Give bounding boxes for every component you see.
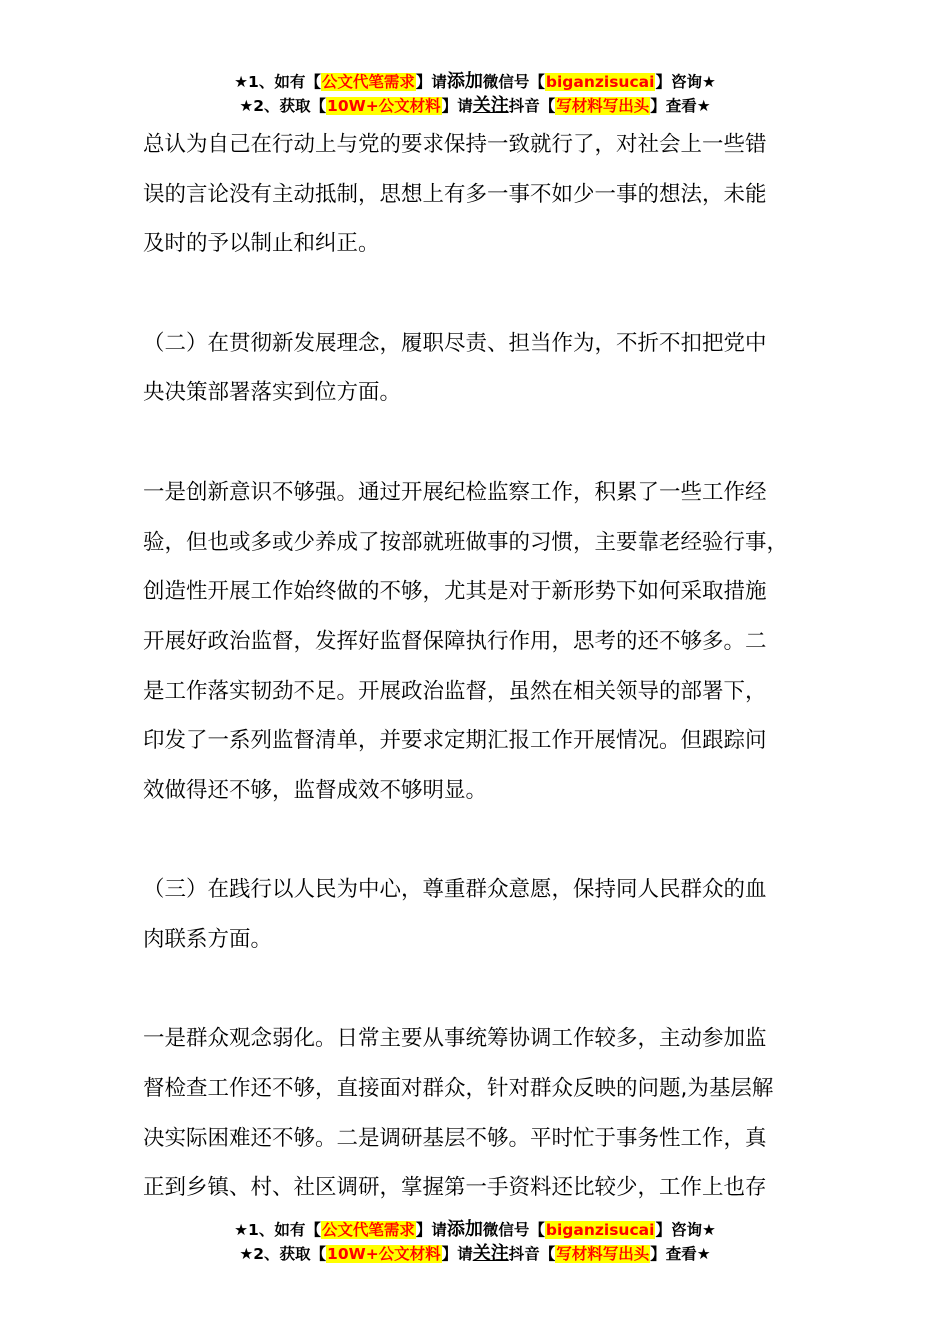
section-heading: （二）在贯彻新发展理念，履职尽责、担当作为，不折不扣把党中: [143, 330, 767, 356]
body-line: 督检查工作还不够，直接面对群众，针对群众反映的问题,为基层解: [143, 1076, 774, 1102]
body-line: 及时的予以制止和纠正。: [143, 231, 380, 257]
section-heading: （三）在践行以人民为中心，尊重群众意愿，保持同人民群众的血: [143, 877, 767, 903]
section-heading: 央决策部署落实到位方面。: [143, 380, 402, 406]
banner-text: 抖音【: [508, 97, 556, 115]
body-line: 是工作落实韧劲不足。开展政治监督，虽然在相关领导的部署下，: [143, 678, 767, 704]
body-line: 总认为自己在行动上与党的要求保持一致就行了，对社会上一些错: [143, 132, 767, 157]
body-line: 一是创新意识不够强。通过开展纪检监察工作，积累了一些工作经: [143, 479, 767, 505]
banner-text: 】查看★: [650, 1245, 711, 1263]
banner-text: 】请: [415, 1221, 447, 1239]
banner-line-2: [0, 1242, 950, 1266]
highlight-need: 公文代笔需求: [321, 73, 415, 91]
paragraph-gap: [143, 418, 833, 468]
section-heading: 肉联系方面。: [143, 927, 273, 952]
banner-text: ★2、获取【: [239, 97, 327, 115]
paragraph-gap: [143, 965, 833, 1015]
banner-line-1: [0, 70, 950, 94]
body-line: 验，但也或多或少养成了按部就班做事的习惯，主要靠老经验行事，: [143, 529, 789, 555]
body-line: 一是群众观念弱化。日常主要从事统筹协调工作较多，主动参加监: [143, 1026, 767, 1052]
banner-line-2: [0, 94, 950, 118]
banner-emphasis-follow: 关注: [472, 1243, 509, 1264]
paragraph-gap: [143, 269, 833, 319]
banner-text: 】咨询★: [655, 73, 716, 91]
highlight-materials: 10W+公文材料: [327, 1245, 441, 1263]
banner-text: 】请: [441, 97, 473, 115]
highlight-account: 写材料写出头: [556, 97, 650, 115]
banner-text: 微信号【: [482, 1221, 545, 1239]
banner-text: 抖音【: [508, 1245, 556, 1263]
paragraph-gap: [143, 816, 833, 866]
body-line: 创造性开展工作始终做的不够，尤其是对于新形势下如何采取措施: [143, 579, 767, 605]
body-line: 印发了一系列监督清单，并要求定期汇报工作开展情况。但跟踪问: [143, 728, 767, 754]
footer-banner: [0, 1218, 950, 1266]
banner-text: ★1、如有【: [234, 73, 321, 91]
banner-text: ★2、获取【: [239, 1245, 327, 1263]
highlight-wechat-id: biganzisucai: [545, 1221, 655, 1239]
body-line: 效做得还不够，监督成效不够明显。: [143, 777, 488, 803]
banner-emphasis-add: 添加: [446, 71, 483, 92]
highlight-wechat-id: biganzisucai: [545, 73, 655, 91]
body-line: 正到乡镇、村、社区调研，掌握第一手资料还比较少，工作上也存: [143, 1175, 767, 1201]
body-line: 误的言论没有主动抵制，思想上有多一事不如少一事的想法，未能: [143, 181, 767, 207]
highlight-need: 公文代笔需求: [321, 1221, 415, 1239]
banner-emphasis-add: 添加: [446, 1219, 483, 1240]
highlight-materials: 10W+公文材料: [327, 97, 441, 115]
banner-text: 】查看★: [650, 97, 711, 115]
banner-text: ★1、如有【: [234, 1221, 321, 1239]
banner-text: 】请: [441, 1245, 473, 1263]
header-banner: [0, 70, 950, 118]
body-line: 决实际困难还不够。二是调研基层不够。平时忙于事务性工作，真: [143, 1125, 767, 1151]
banner-text: 微信号【: [482, 73, 545, 91]
banner-text: 】请: [415, 73, 447, 91]
highlight-account: 写材料写出头: [556, 1245, 650, 1263]
banner-emphasis-follow: 关注: [472, 95, 509, 116]
document-body: [143, 120, 833, 1213]
body-line: 开展好政治监督，发挥好监督保障执行作用，思考的还不够多。二: [143, 628, 767, 654]
banner-text: 】咨询★: [655, 1221, 716, 1239]
banner-line-1: [0, 1218, 950, 1242]
